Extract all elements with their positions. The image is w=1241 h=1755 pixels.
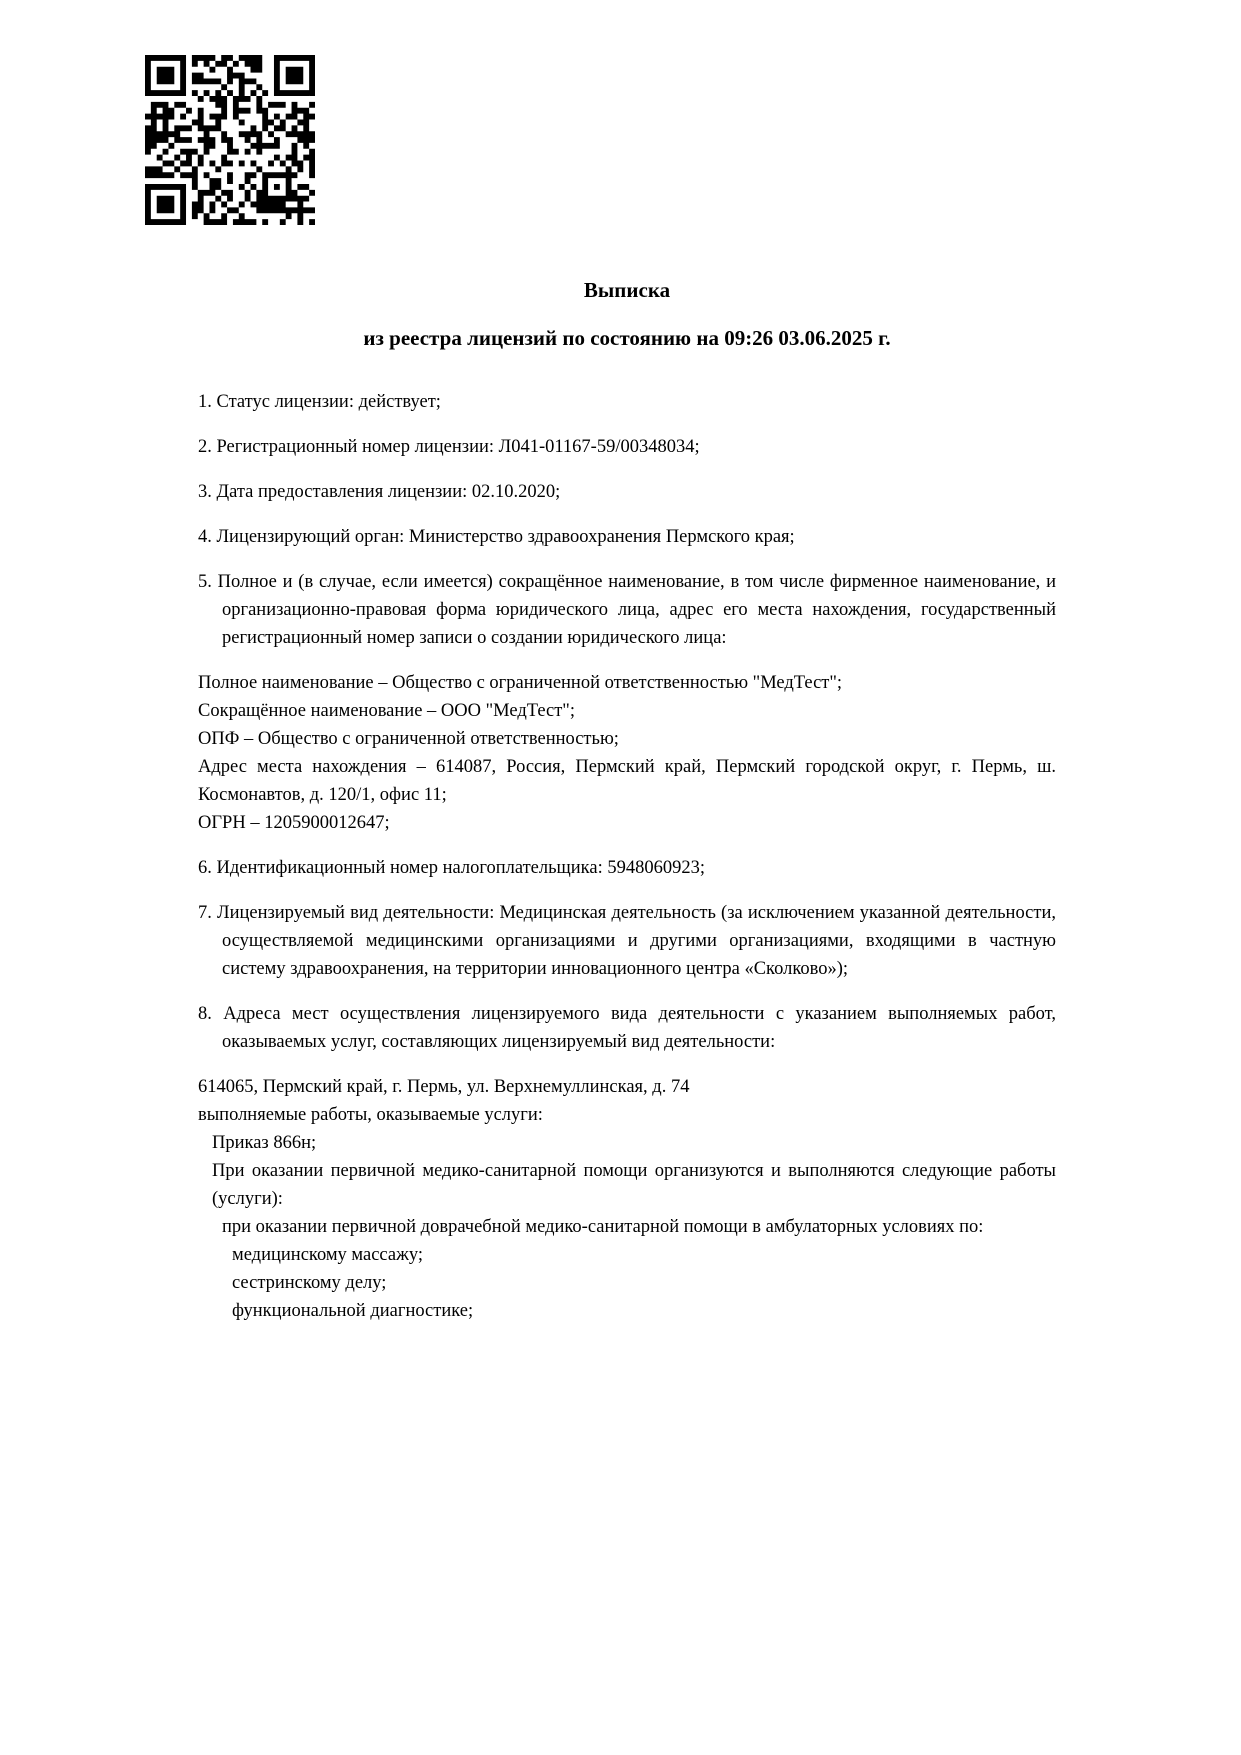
activity-service-diagnostics: функциональной диагностике;	[232, 1301, 474, 1321]
item-licensed-activity: 7. Лицензируемый вид деятельности: Медицинская деятельность (за исключением указанной деятельности, осуществляемой медицинскими организациями и другими организациями, входящими в частную систему здравоохранения, на территории инновационного центра «Сколково»);	[198, 903, 1056, 979]
item-grant-date: 3. Дата предоставления лицензии: 02.10.2020;	[198, 482, 561, 502]
activity-service-nursing: сестринскому делу;	[232, 1273, 387, 1293]
document-subtitle: из реестра лицензий по состоянию на 09:26 03.06.2025 г.	[363, 326, 891, 350]
company-details-block	[198, 669, 1056, 837]
document-content	[198, 276, 1056, 1342]
company-ogrn: ОГРН – 1205900012647;	[198, 813, 390, 833]
item-legal-entity-heading: 5. Полное и (в случае, если имеется) сокращённое наименование, в том числе фирменное наименование, и организационно-правовая форма юридического лица, адрес его места нахождения, государственный регистрационный номер записи о создании юридического лица:	[198, 572, 1056, 648]
item-registration-number: 2. Регистрационный номер лицензии: Л041-01167-59/00348034;	[198, 437, 700, 457]
item-licensing-authority: 4. Лицензирующий орган: Министерство здравоохранения Пермского края;	[198, 527, 795, 547]
activity-service-massage: медицинскому массажу;	[232, 1245, 424, 1265]
item-license-status: 1. Статус лицензии: действует;	[198, 392, 441, 412]
item-inn: 6. Идентификационный номер налогоплательщика: 5948060923;	[198, 858, 706, 878]
company-full-name: Полное наименование – Общество с ограниченной ответственностью "МедТест";	[198, 673, 843, 693]
company-short-name: Сокращённое наименование – ООО "МедТест";	[198, 701, 576, 721]
activity-order: Приказ 866н;	[212, 1133, 317, 1153]
qr-code-image	[145, 55, 315, 225]
activity-primary-care: При оказании первичной медико-санитарной помощи организуются и выполняются следующие работы (услуги):	[212, 1161, 1056, 1209]
activity-works-label: выполняемые работы, оказываемые услуги:	[198, 1105, 543, 1125]
document-title: Выписка	[583, 278, 671, 302]
activity-address: 614065, Пермский край, г. Пермь, ул. Верхнемуллинская, д. 74	[198, 1077, 690, 1097]
activity-address-block	[198, 1073, 1056, 1325]
item-activity-addresses-heading: 8. Адреса мест осуществления лицензируемого вида деятельности с указанием выполняемых работ, оказываемых услуг, составляющих лицензируемый вид деятельности:	[198, 1004, 1056, 1052]
activity-pre-doctor-care: при оказании первичной доврачебной медико-санитарной помощи в амбулаторных условиях по:	[222, 1217, 984, 1237]
company-address: Адрес места нахождения – 614087, Россия, Пермский край, Пермский городской округ, г. Пермь, ш. Космонавтов, д. 120/1, офис 11;	[198, 757, 1056, 805]
company-opf: ОПФ – Общество с ограниченной ответственностью;	[198, 729, 619, 749]
qr-code	[145, 55, 315, 225]
